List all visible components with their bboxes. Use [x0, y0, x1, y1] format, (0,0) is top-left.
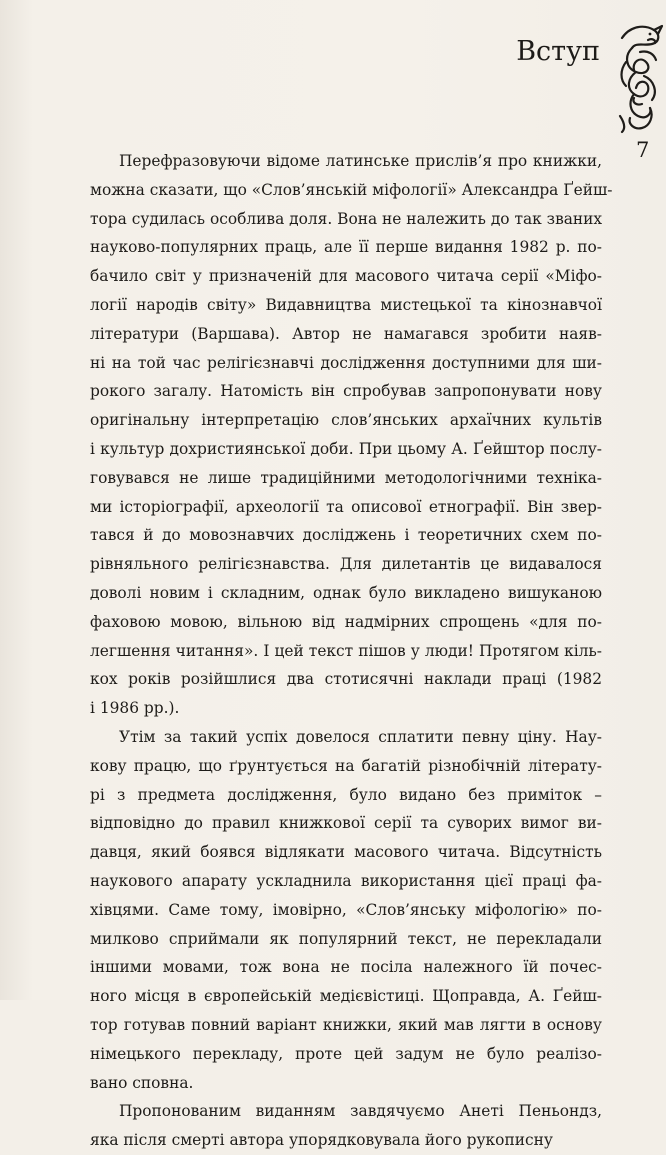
text-line: легшення читання». І цей текст пішов у люди! Протягом кіль- [90, 641, 602, 660]
paragraph [61, 723, 602, 1097]
text-line: ні на той час релігієзнавчі дослідження доступними для ши- [90, 353, 602, 372]
text-line: рівняльного релігієзнавства. Для дилетантів це видавалося [90, 555, 602, 574]
celtic-dragon-ornament-icon [614, 16, 666, 136]
text-line: фаховою мовою, вільною від надмірних спрощень «для по- [90, 612, 602, 631]
text-line: і культур дохристиянської доби. При цьому А. Ґейштор послу- [90, 439, 602, 458]
text-line: хівцями. Саме тому, імовірно, «Слов’янську міфологію» по- [90, 900, 602, 919]
text-line: літератури (Варшава). Автор не намагався зробити наяв- [90, 324, 602, 343]
text-line: говувався не лише традиційними методологічними техніка- [90, 468, 602, 487]
text-line: милково сприймали як популярний текст, не перекладали [90, 929, 602, 948]
text-line: Утім за такий успіх довелося сплатити певну ціну. Нау- [119, 727, 602, 746]
page-number: 7 [636, 138, 650, 162]
text-line: ми історіографії, археології та описової етнографії. Він звер- [90, 497, 602, 516]
text-line: вано сповна. [90, 1073, 194, 1092]
text-line: кову працю, що ґрунтується на багатій різнобічній літерату- [90, 756, 602, 775]
text-line: яка після смерті автора упорядковувала його рукописну [90, 1131, 553, 1150]
text-line: рі з предмета дослідження, було видано без приміток – [90, 785, 602, 804]
text-line: бачило світ у призначеній для масового читача серії «Міфо- [90, 267, 602, 286]
text-line: іншими мовами, тож вона не посіла належного їй почес- [90, 958, 602, 977]
text-line: наукового апарату ускладнила використання цієї праці фа- [90, 871, 602, 890]
text-line: давця, який боявся відлякати масового читача. Відсутність [90, 843, 602, 862]
text-line: рокого загалу. Натомість він спробував запропонувати нову [90, 382, 602, 401]
text-line: тор готував повний варіант книжки, який мав лягти в основу [90, 1015, 602, 1034]
text-line: можна сказати, що «Слов’янській міфології» Александра Ґейш- [90, 180, 613, 199]
text-line: і 1986 рр.). [90, 699, 180, 718]
paragraph [61, 1097, 602, 1155]
text-line: науково-популярних праць, але її перше видання 1982 р. по- [90, 238, 602, 257]
text-line: німецького перекладу, проте цей задум не було реалізо- [90, 1044, 602, 1063]
text-line: логії народів світу» Видавництва мистецької та кінознавчої [90, 295, 602, 314]
text-line: відповідно до правил книжкової серії та суворих вимог ви- [90, 814, 602, 833]
text-line: тора судилась особлива доля. Вона не належить до так званих [90, 209, 603, 228]
text-line: ного місця в європейській медієвістиці. Щоправда, А. Ґейш- [90, 987, 602, 1006]
text-line: кох років розійшлися два стотисячні наклади праці (1982 [90, 670, 602, 689]
text-line: оригінальну інтерпретацію слов’янських архаїчних культів [90, 411, 602, 430]
chapter-title: Вступ [516, 36, 600, 67]
body-text [61, 147, 613, 1155]
paragraph [61, 147, 613, 723]
text-line: тався й до мовознавчих досліджень і теоретичних схем по- [90, 526, 602, 545]
text-line: Перефразовуючи відоме латинське прислів’я про книжки, [119, 152, 602, 170]
text-line: Пропонованим виданням завдячуємо Анеті Пеньондз, [119, 1102, 602, 1121]
text-line: доволі новим і складним, однак було викладено вишуканою [90, 583, 602, 602]
